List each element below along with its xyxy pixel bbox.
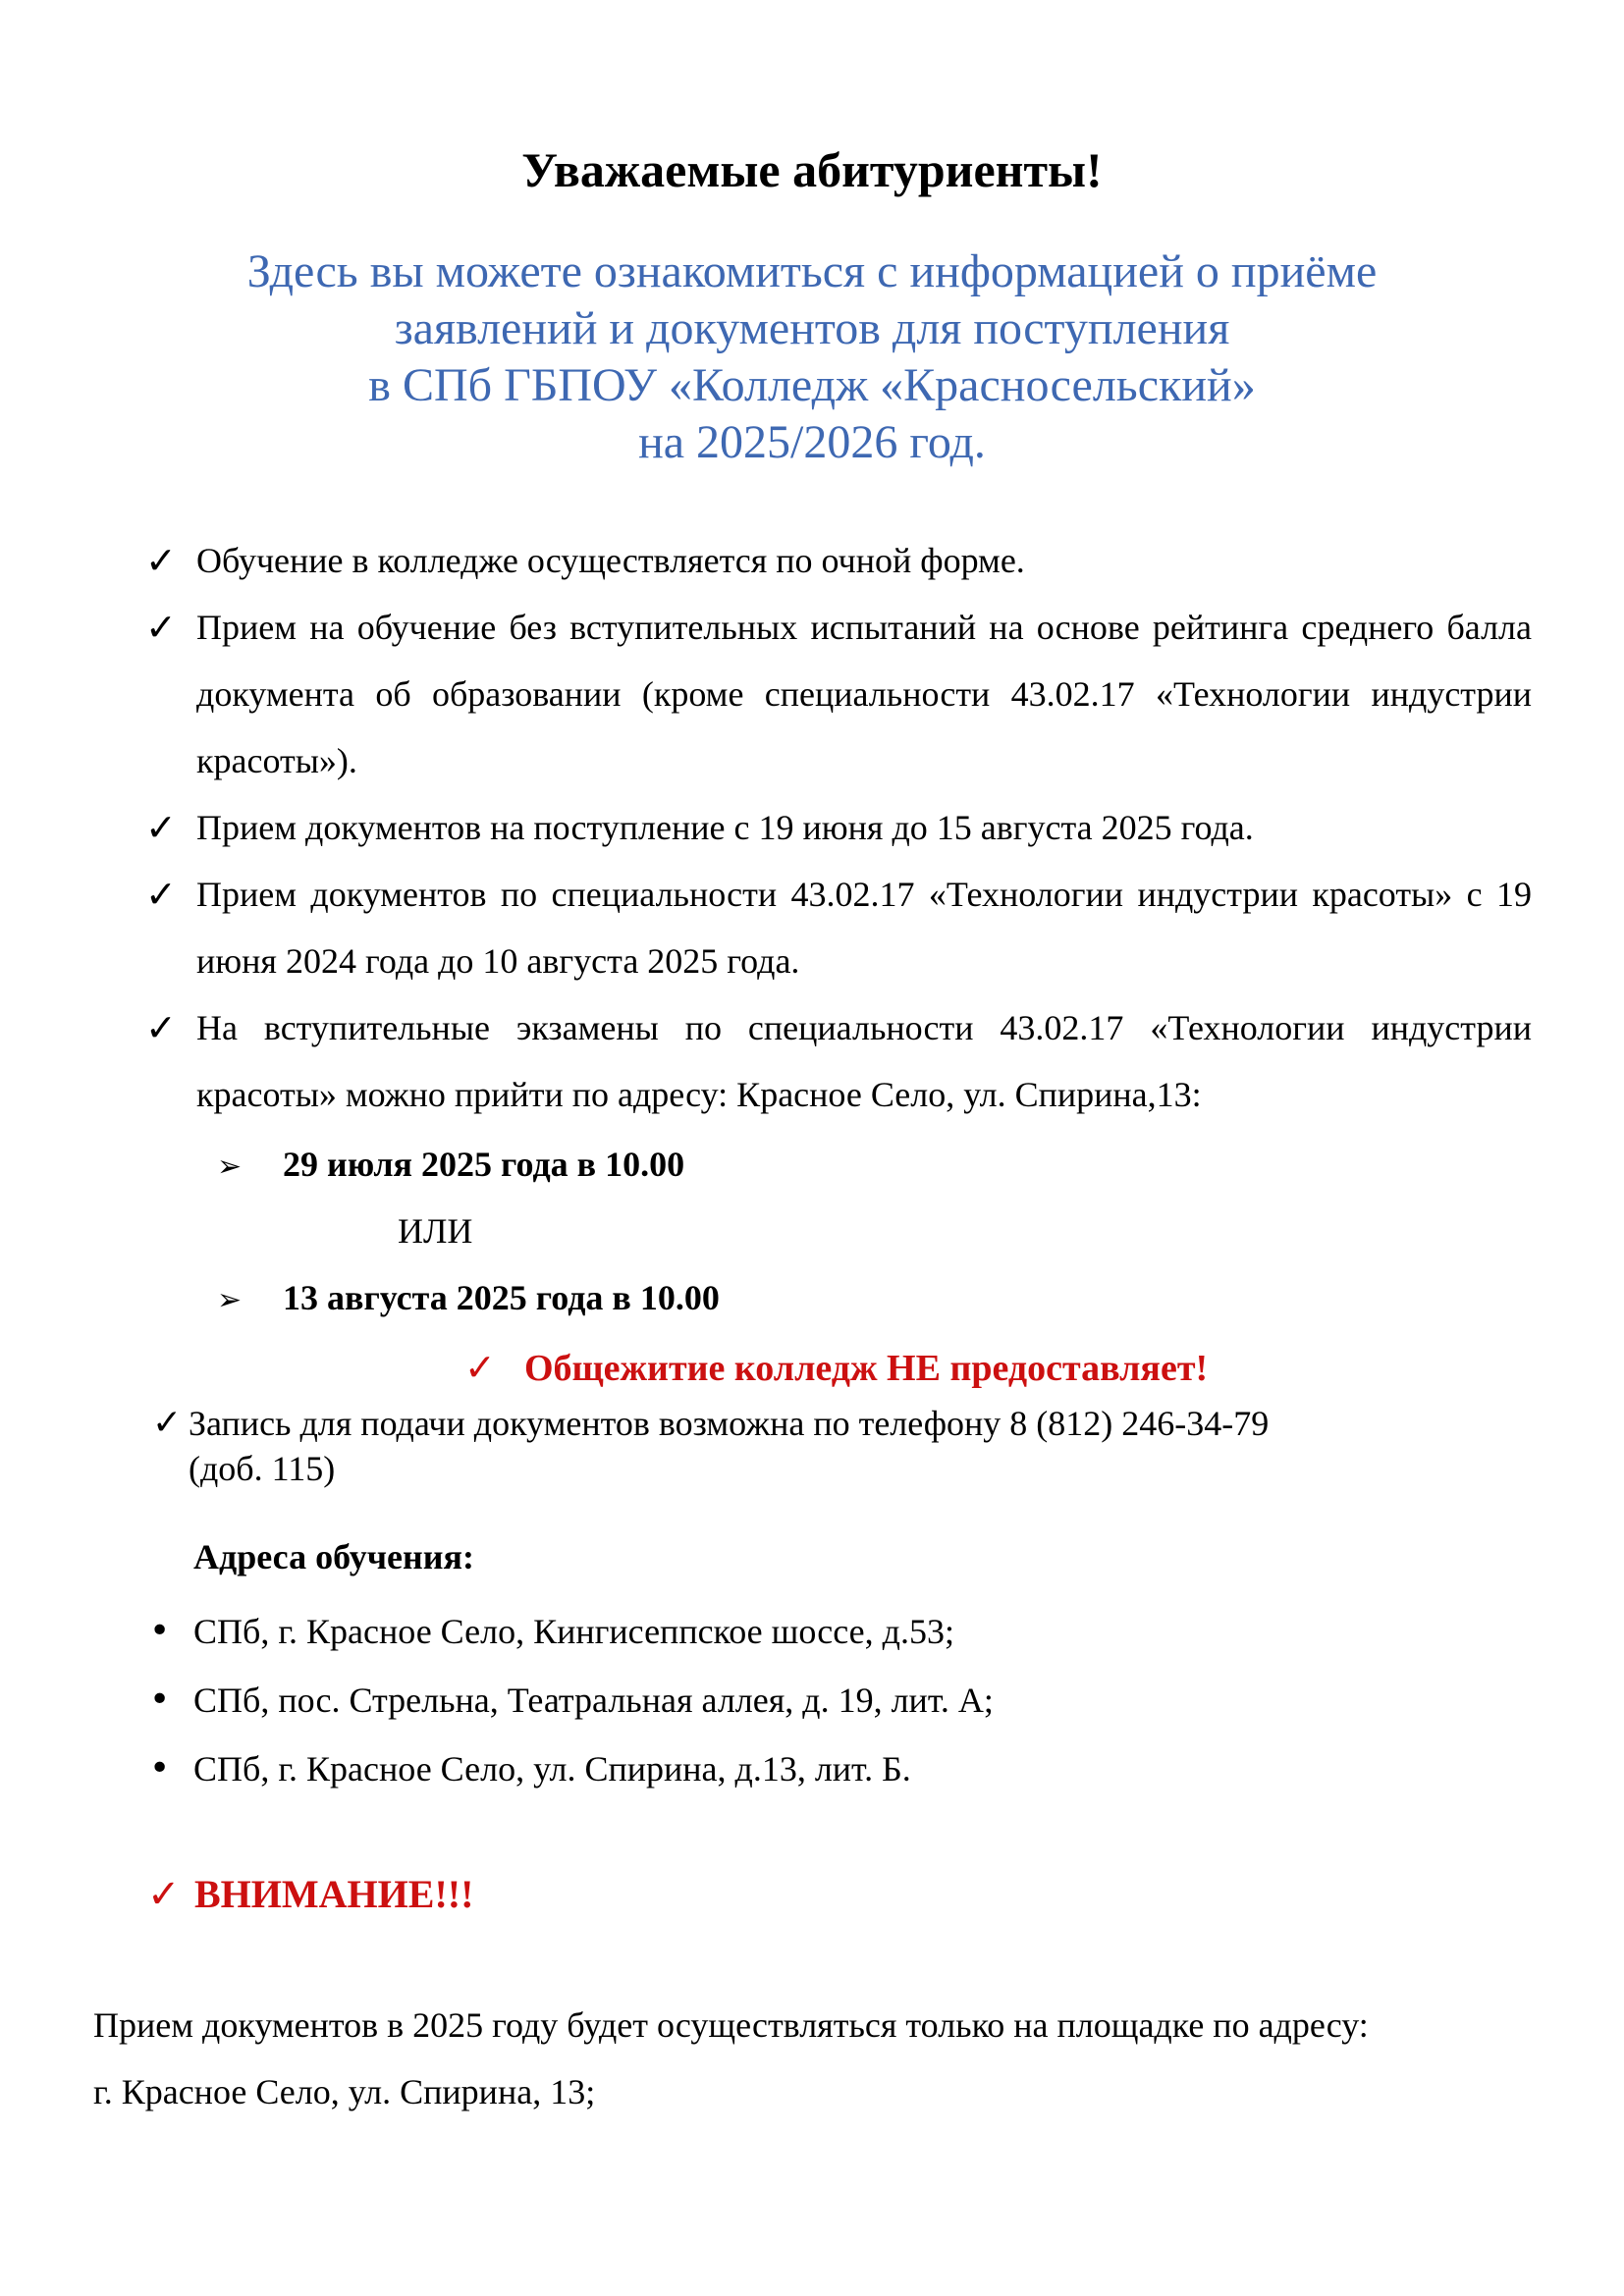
intro-heading-line: заявлений и документов для поступления — [394, 302, 1230, 354]
check-icon: ✓ — [145, 1006, 177, 1049]
check-icon: ✓ — [464, 1346, 496, 1389]
footer-notice-line: г. Красное Село, ул. Спирина, 13; — [93, 2072, 596, 2111]
check-icon: ✓ — [145, 606, 177, 649]
checklist-item-text: Прием документов на поступление с 19 июня до 15 августа 2025 года. — [196, 808, 1254, 847]
attention-notice — [147, 1871, 473, 1918]
checklist-item — [145, 594, 1532, 794]
checklist-item — [145, 794, 1532, 861]
bullet-icon: • — [149, 1748, 171, 1789]
checklist-item-text: Прием на обучение без вступительных испытаний на основе рейтинга среднего балла документа об образовании (кроме специальности 43.02.17 «Технологии индустрии красоты»). — [196, 608, 1532, 780]
checklist-item — [145, 527, 1532, 594]
admission-checklist — [145, 527, 1532, 1128]
dormitory-notice — [464, 1334, 1208, 1402]
phone-note — [152, 1401, 1370, 1491]
footer-notice — [93, 1992, 1537, 2125]
arrow-bullet-icon: ➢ — [217, 1283, 243, 1317]
check-icon: ✓ — [152, 1403, 183, 1443]
exam-date-text: 29 июля 2025 года в 10.00 — [283, 1145, 685, 1184]
check-icon: ✓ — [145, 539, 177, 582]
intro-heading-line: на 2025/2026 год. — [638, 416, 986, 468]
checklist-item-text: Прием документов по специальности 43.02.17 «Технологии индустрии красоты» с 19 июня 2024 года до 10 августа 2025 года. — [196, 875, 1532, 981]
address-item — [149, 1597, 1475, 1666]
arrow-bullet-icon: ➢ — [217, 1149, 243, 1184]
check-icon: ✓ — [145, 806, 177, 849]
check-icon: ✓ — [145, 873, 177, 916]
bullet-icon: • — [149, 1680, 171, 1720]
exam-date-text: 13 августа 2025 года в 10.00 — [283, 1278, 720, 1317]
phone-note-line: Запись для подачи документов возможна по телефону 8 (812) 246-34-79 — [189, 1404, 1270, 1443]
bullet-icon: • — [149, 1611, 171, 1651]
addresses-heading: Адреса обучения: — [193, 1537, 474, 1576]
address-item-text: СПб, г. Красное Село, Кингисеппское шоссе, д.53; — [193, 1612, 954, 1651]
checklist-item-text: На вступительные экзамены по специальности 43.02.17 «Технологии индустрии красоты» можно прийти по адресу: Красное Село, ул. Спирина,13: — [196, 1008, 1532, 1114]
checklist-item-text: Обучение в колледже осуществляется по очной форме. — [196, 541, 1025, 580]
address-item-text: СПб, пос. Стрельна, Театральная аллея, д. 19, лит. А; — [193, 1681, 994, 1720]
intro-heading-line: в СПб ГБПОУ «Колледж «Красносельский» — [368, 359, 1256, 411]
addresses-list — [149, 1597, 1475, 1803]
footer-notice-line: Прием документов в 2025 году будет осуществляться только на площадке по адресу: — [93, 2005, 1369, 2045]
dormitory-notice-text: Общежитие колледж НЕ предоставляет! — [524, 1348, 1209, 1389]
or-separator: ИЛИ — [398, 1211, 473, 1251]
address-item — [149, 1666, 1475, 1735]
attention-label: ВНИМАНИЕ!!! — [194, 1872, 474, 1916]
checklist-item — [145, 994, 1532, 1128]
checklist-item — [145, 861, 1532, 994]
page-title: Уважаемые абитуриенты! — [521, 142, 1103, 197]
intro-heading-line: Здесь вы можете ознакомиться с информацией о приёме — [246, 245, 1378, 297]
exam-date-option-1 — [217, 1131, 684, 1201]
phone-note-line: (доб. 115) — [189, 1449, 336, 1488]
address-item-text: СПб, г. Красное Село, ул. Спирина, д.13, лит. Б. — [193, 1749, 911, 1789]
exam-date-option-2 — [217, 1264, 720, 1334]
intro-heading — [0, 243, 1624, 471]
address-item — [149, 1735, 1475, 1803]
check-icon: ✓ — [147, 1872, 181, 1917]
